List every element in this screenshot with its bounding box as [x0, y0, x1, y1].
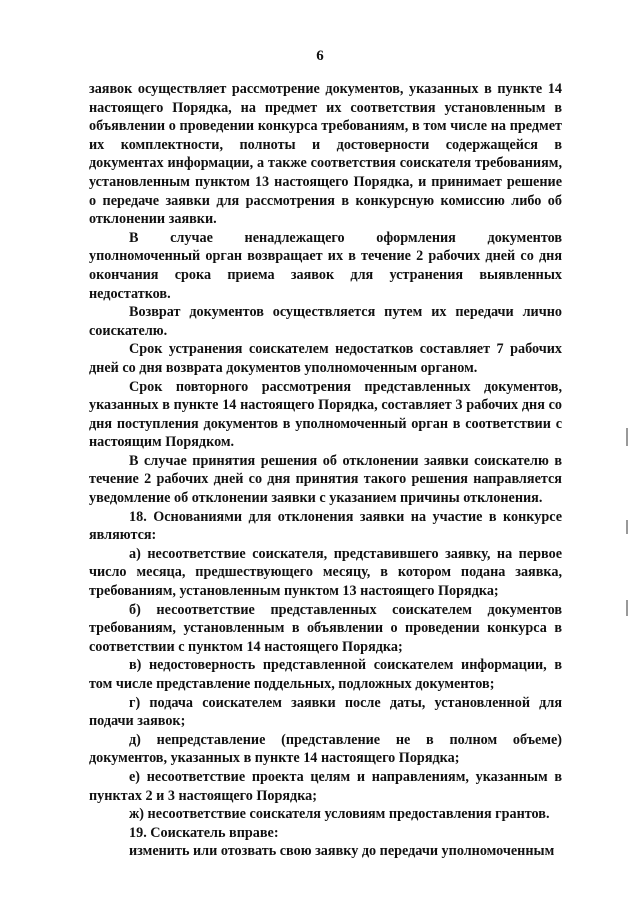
- document-body: [89, 80, 562, 861]
- paragraph: Возврат документов осуществляется путем их передачи лично соискателю.: [89, 304, 562, 339]
- paragraph: заявок осуществляет рассмотрение документов, указанных в пункте 14 настоящего Порядка, на предмет их соответствия установленным в объявлении о проведении конкурса требованиям, в том числе на предмет их комплектности, полноты и достоверности содержащейся в документах информации, а также соответствия соискателя требованиям, установленным пунктом 13 настоящего Порядка, и принимает решение о передаче заявки для рассмотрения в конкурсную комиссию либо об отклонении заявки.: [89, 81, 562, 228]
- paragraph: Срок повторного рассмотрения представленных документов, указанных в пункте 14 настоящего Порядка, составляет 3 рабочих дня со дня поступления документов в уполномоченный орган в соответствии с настоящим Порядком.: [89, 378, 562, 451]
- list-item: ж) несоответствие соискателя условиям предоставления грантов.: [129, 806, 550, 823]
- scan-edge-mark: [626, 428, 628, 446]
- list-item: д) непредставление (представление не в полном объеме) документов, указанных в пункте 14 настоящего Порядка;: [89, 731, 562, 767]
- page-number: 6: [316, 48, 324, 64]
- list-item: в) недостоверность представленной соискателем информации, в том числе представление поддельных, подложных документов;: [89, 657, 562, 692]
- paragraph: В случае ненадлежащего оформления документов уполномоченный орган возвращает их в течение 2 рабочих дней со дня окончания срока приема заявок для устранения выявленных недостатков.: [89, 229, 562, 302]
- paragraph: 18. Основаниями для отклонения заявки на участие в конкурсе являются:: [89, 508, 562, 544]
- list-item: а) несоответствие соискателя, представившего заявку, на первое число месяца, предшествующего месяцу, в котором подана заявка, требованиям, установленным пунктом 13 настоящего Порядка;: [89, 545, 562, 600]
- scan-edge-mark: [626, 600, 628, 616]
- list-item: г) подача соискателем заявки после даты, установленной для подачи заявок;: [89, 694, 562, 730]
- list-item: б) несоответствие представленных соискателем документов требованиям, установленным в объявлении о проведении конкурса в соответствии с пунктом 14 настоящего Порядка;: [89, 601, 562, 655]
- paragraph: Срок устранения соискателем недостатков составляет 7 рабочих дней со дня возврата документов уполномоченным органом.: [89, 341, 562, 376]
- paragraph: изменить или отозвать свою заявку до передачи уполномоченным: [129, 843, 555, 860]
- scan-edge-mark: [626, 520, 628, 534]
- list-item: е) несоответствие проекта целям и направлениям, указанным в пунктах 2 и 3 настоящего Порядка;: [89, 768, 562, 804]
- paragraph: 19. Соискатель вправе:: [129, 824, 279, 841]
- paragraph: В случае принятия решения об отклонении заявки соискателю в течение 2 рабочих дней со дня принятия такого решения направляется уведомление об отклонении заявки с указанием причины отклонения.: [89, 452, 562, 507]
